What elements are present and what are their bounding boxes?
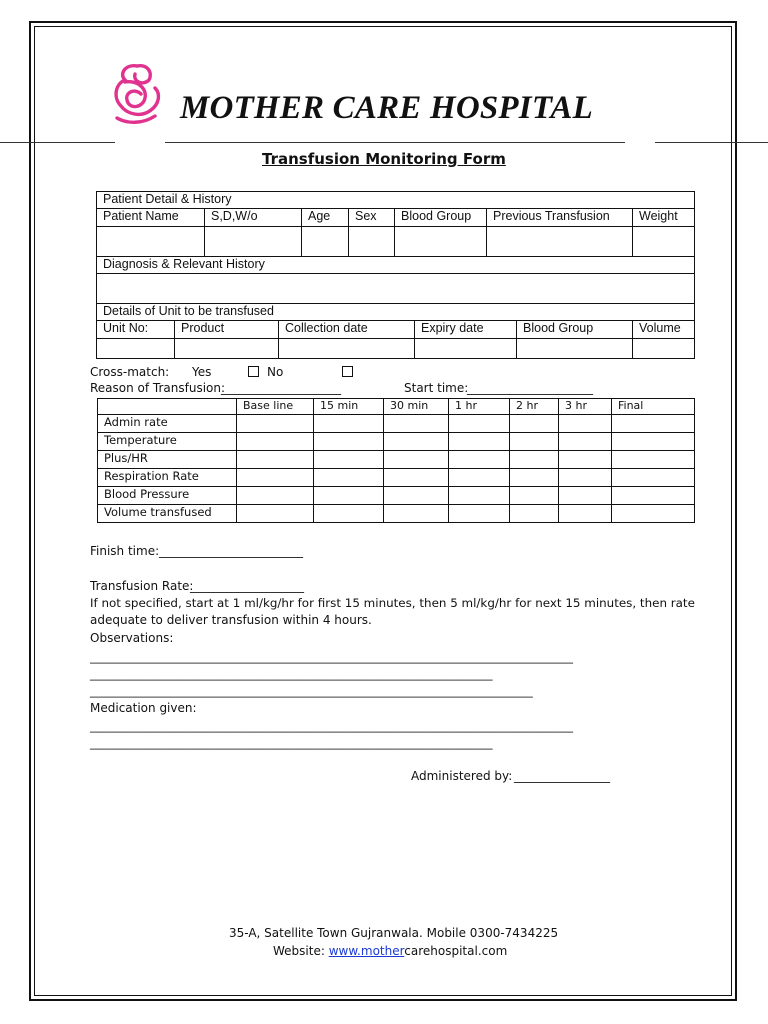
footer-website: [273, 944, 507, 958]
footer-address: 35-A, Satellite Town Gujranwala. Mobile 0300-7434225: [229, 926, 559, 940]
mon-col-15min: 15 min: [314, 399, 384, 415]
cell-volume[interactable]: [633, 339, 695, 359]
mon-cell[interactable]: [314, 433, 384, 451]
mon-cell[interactable]: [384, 469, 449, 487]
observations-line-3[interactable]: _____________________________________________________________________________: [90, 684, 533, 698]
cell-diagnosis[interactable]: [97, 274, 695, 304]
row-label-respiration-rate: Respiration Rate: [98, 469, 237, 487]
mon-cell[interactable]: [559, 487, 612, 505]
mon-cell[interactable]: [612, 487, 695, 505]
mon-cell[interactable]: [237, 469, 314, 487]
administered-by-blank[interactable]: ________________: [514, 769, 610, 783]
mon-cell[interactable]: [237, 433, 314, 451]
col-patient-name: Patient Name: [97, 209, 205, 227]
mon-cell[interactable]: [559, 469, 612, 487]
mon-cell[interactable]: [449, 451, 510, 469]
header-rule-mid: [165, 142, 625, 143]
mon-cell[interactable]: [314, 415, 384, 433]
mon-cell[interactable]: [510, 487, 559, 505]
mon-cell[interactable]: [384, 451, 449, 469]
hospital-logo-icon: [107, 58, 169, 128]
row-label-admin-rate: Admin rate: [98, 415, 237, 433]
start-time-blank[interactable]: _____________________: [467, 381, 593, 395]
mon-cell[interactable]: [314, 451, 384, 469]
row-label-temperature: Temperature: [98, 433, 237, 451]
col-previous-transfusion: Previous Transfusion: [487, 209, 633, 227]
cell-sex[interactable]: [349, 227, 395, 257]
cell-sdwo[interactable]: [205, 227, 302, 257]
col-sex: Sex: [349, 209, 395, 227]
row-label-volume-transfused: Volume transfused: [98, 505, 237, 523]
diagnosis-label: Diagnosis & Relevant History: [97, 257, 695, 274]
row-label-plus-hr: Plus/HR: [98, 451, 237, 469]
finish-time-blank[interactable]: ________________________: [159, 544, 303, 558]
col-volume: Volume: [633, 321, 695, 339]
form-title: Transfusion Monitoring Form: [262, 150, 506, 168]
mon-cell[interactable]: [559, 505, 612, 523]
cell-patient-name[interactable]: [97, 227, 205, 257]
finish-time-label: Finish time:: [90, 544, 160, 558]
mon-cell[interactable]: [510, 415, 559, 433]
mon-cell[interactable]: [559, 433, 612, 451]
cell-blood-group[interactable]: [395, 227, 487, 257]
table-row: [98, 451, 695, 469]
col-expiry-date: Expiry date: [415, 321, 517, 339]
observations-line-2[interactable]: ______________________________________________________________________: [90, 667, 493, 681]
mon-cell[interactable]: [559, 415, 612, 433]
mon-cell[interactable]: [384, 433, 449, 451]
mon-col-3hr: 3 hr: [559, 399, 612, 415]
crossmatch-yes-label: Yes: [192, 365, 212, 379]
col-unit-no: Unit No:: [97, 321, 175, 339]
transfusion-rate-blank[interactable]: ___________________: [190, 579, 304, 593]
table-row: [98, 469, 695, 487]
mon-col-1hr: 1 hr: [449, 399, 510, 415]
table-row: [98, 433, 695, 451]
col-sdwo: S,D,W/o: [205, 209, 302, 227]
administered-by-label: Administered by:: [411, 769, 513, 783]
mon-cell[interactable]: [612, 433, 695, 451]
mon-cell[interactable]: [314, 505, 384, 523]
mon-cell[interactable]: [314, 469, 384, 487]
header-rule-right: [655, 142, 768, 143]
mon-cell[interactable]: [612, 469, 695, 487]
rate-note-line1: If not specified, start at 1 ml/kg/hr for first 15 minutes, then 5 ml/kg/hr for next 15 minutes, then rate: [90, 596, 695, 610]
col-product: Product: [175, 321, 279, 339]
mon-cell[interactable]: [384, 487, 449, 505]
cell-product[interactable]: [175, 339, 279, 359]
mon-col-2hr: 2 hr: [510, 399, 559, 415]
mon-cell[interactable]: [449, 487, 510, 505]
monitoring-table: [97, 398, 695, 523]
crossmatch-no-checkbox[interactable]: [342, 366, 353, 377]
mon-cell[interactable]: [314, 487, 384, 505]
patient-detail-table: [96, 191, 695, 359]
mon-cell[interactable]: [510, 433, 559, 451]
cell-unit-blood-group[interactable]: [517, 339, 633, 359]
col-weight: Weight: [633, 209, 695, 227]
table-row: [98, 415, 695, 433]
website-rest: carehospital.com: [404, 944, 508, 958]
reason-label: Reason of Transfusion:: [90, 381, 226, 395]
reason-blank[interactable]: ____________________: [221, 381, 341, 395]
medication-label: Medication given:: [90, 701, 197, 715]
mon-cell[interactable]: [612, 451, 695, 469]
mon-cell[interactable]: [449, 469, 510, 487]
mon-cell[interactable]: [612, 505, 695, 523]
crossmatch-yes-checkbox[interactable]: [248, 366, 259, 377]
mon-cell[interactable]: [510, 505, 559, 523]
mon-cell[interactable]: [510, 469, 559, 487]
observations-label: Observations:: [90, 631, 174, 645]
mon-cell[interactable]: [237, 505, 314, 523]
rate-note-line2: adequate to deliver transfusion within 4 hours.: [90, 613, 372, 627]
mon-col-final: Final: [612, 399, 695, 415]
cell-collection-date[interactable]: [279, 339, 415, 359]
website-label: Website:: [273, 944, 325, 958]
col-age: Age: [302, 209, 349, 227]
mon-cell[interactable]: [449, 505, 510, 523]
mon-col-blank: [98, 399, 237, 415]
mon-cell[interactable]: [384, 415, 449, 433]
crossmatch-no-label: No: [267, 365, 284, 379]
crossmatch-label: Cross-match:: [90, 365, 170, 379]
mon-cell[interactable]: [612, 415, 695, 433]
patient-section-title: Patient Detail & History: [97, 192, 695, 209]
cell-weight[interactable]: [633, 227, 695, 257]
cell-previous-transfusion[interactable]: [487, 227, 633, 257]
col-collection-date: Collection date: [279, 321, 415, 339]
mon-col-baseline: Base line: [237, 399, 314, 415]
unit-section-title: Details of Unit to be transfused: [97, 304, 695, 321]
start-time-label: Start time:: [404, 381, 469, 395]
hospital-name: MOTHER CARE HOSPITAL: [180, 90, 593, 126]
row-label-blood-pressure: Blood Pressure: [98, 487, 237, 505]
mon-cell[interactable]: [559, 451, 612, 469]
mon-cell[interactable]: [510, 451, 559, 469]
transfusion-rate-label: Transfusion Rate:: [90, 579, 194, 593]
mon-cell[interactable]: [384, 505, 449, 523]
mon-cell[interactable]: [237, 451, 314, 469]
medication-line-1[interactable]: ____________________________________________________________________________________: [90, 719, 573, 733]
col-unit-blood-group: Blood Group: [517, 321, 633, 339]
header-rule-left: [0, 142, 115, 143]
medication-line-2[interactable]: ______________________________________________________________________: [90, 736, 493, 750]
table-row: [98, 505, 695, 523]
mon-cell[interactable]: [449, 433, 510, 451]
col-blood-group: Blood Group: [395, 209, 487, 227]
mon-cell[interactable]: [237, 487, 314, 505]
observations-line-1[interactable]: ____________________________________________________________________________________: [90, 650, 573, 664]
cell-unit-no[interactable]: [97, 339, 175, 359]
table-row: [98, 487, 695, 505]
mon-cell[interactable]: [449, 415, 510, 433]
website-link[interactable]: www.mother: [328, 944, 405, 958]
cell-age[interactable]: [302, 227, 349, 257]
mon-cell[interactable]: [237, 415, 314, 433]
mon-col-30min: 30 min: [384, 399, 449, 415]
cell-expiry-date[interactable]: [415, 339, 517, 359]
